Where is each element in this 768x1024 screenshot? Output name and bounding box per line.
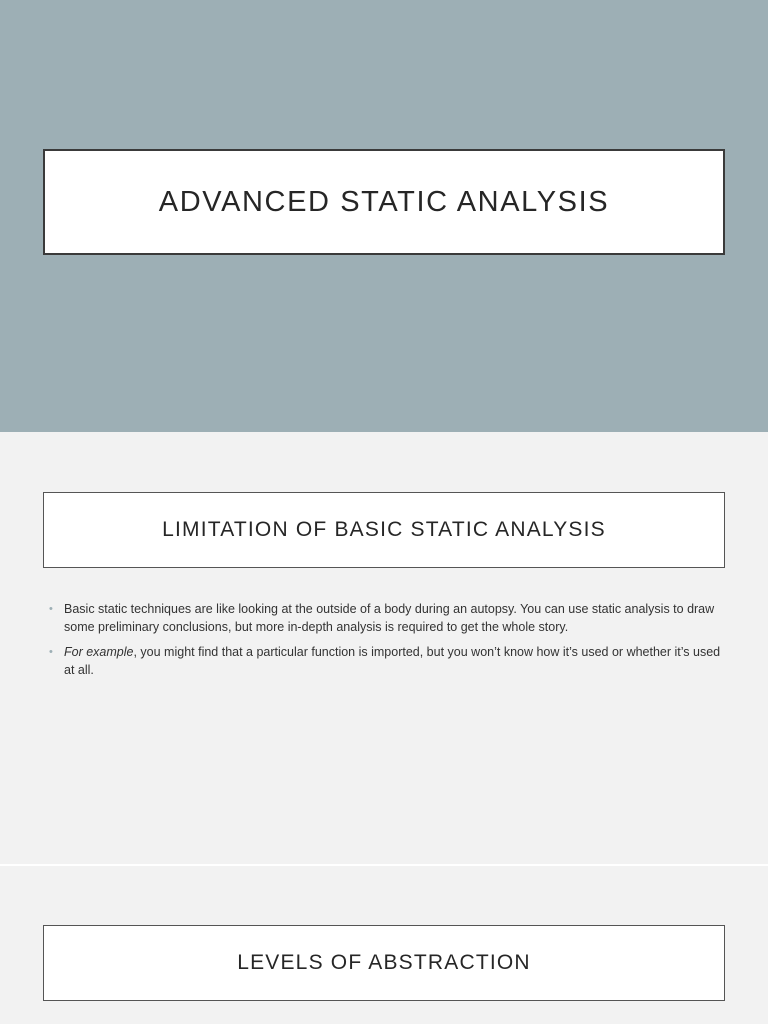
bullet-text: Basic static techniques are like looking at the outside of a body during an autopsy. You can use static analysis to draw some preliminary conclusions, but more in-depth analysis is required to get the whole story. (64, 602, 715, 634)
bullet-dot-icon: • (49, 603, 53, 615)
slide-levels (0, 866, 768, 1024)
slide-heading-box (43, 492, 725, 568)
bullet-emphasis: For example (64, 645, 134, 659)
slide-title-text: ADVANCED STATIC ANALYSIS (158, 185, 610, 218)
slide-limitation (0, 432, 768, 864)
slide-heading-text: LIMITATION OF BASIC STATIC ANALYSIS (162, 518, 606, 541)
bullet-list (48, 600, 724, 686)
slide-title (0, 0, 768, 432)
slide-title-box (43, 149, 725, 255)
bullet-item (48, 600, 724, 636)
bullet-dot-icon: • (49, 646, 53, 658)
slide-heading-text: LEVELS OF ABSTRACTION (237, 951, 531, 974)
bullet-text: , you might find that a particular function is imported, but you won’t know how it’s used or whether it’s used at all. (64, 645, 721, 677)
bullet-item (48, 643, 724, 679)
slide-heading-box (43, 925, 725, 1001)
